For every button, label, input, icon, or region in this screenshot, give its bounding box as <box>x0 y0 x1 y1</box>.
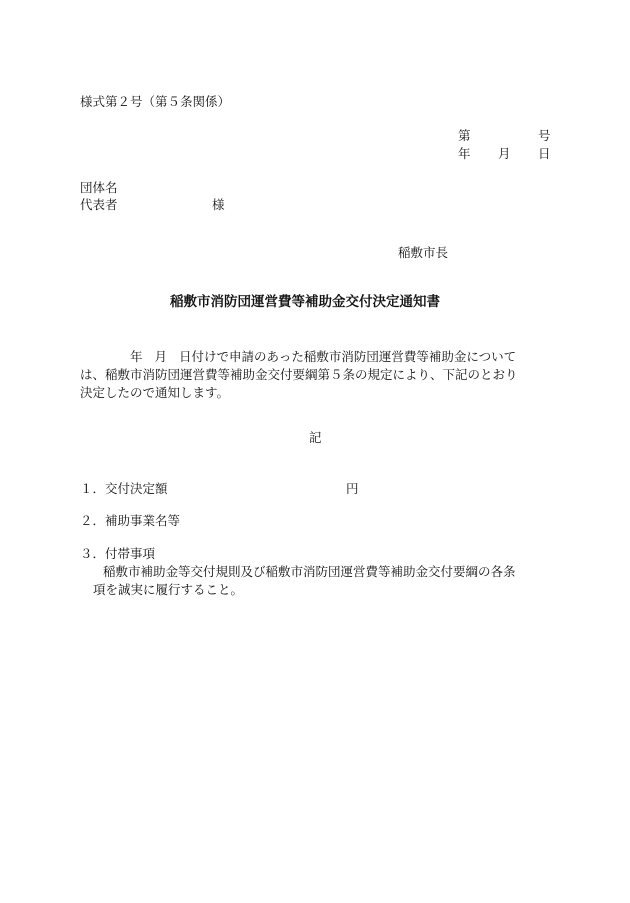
item-grant-amount-unit: 円 <box>346 481 359 496</box>
recipient-org-label: 団体名 <box>80 180 118 195</box>
body-line-2: は、稲敷市消防団運営費等補助金交付要綱第５条の規定により、下記のとおり <box>80 367 518 382</box>
body-date-year: 年 <box>130 349 143 364</box>
body-paragraph <box>80 348 550 402</box>
date-month: 月 <box>498 146 511 161</box>
body-line-1 <box>80 348 550 366</box>
item-conditions-label: ３．付帯事項 <box>80 546 156 561</box>
body-line-1-rest: 日付けで申請のあった稲敷市消防団運営費等補助金につい <box>179 349 504 364</box>
conditions-line-1: 稲敷市補助金等交付規則及び稲敷市消防団運営費等補助金交付要綱の各条 <box>103 564 516 579</box>
body-line-1-end: て <box>503 349 517 364</box>
ki-heading: 記 <box>309 430 322 445</box>
date-year: 年 <box>458 146 471 161</box>
item-project-name-label: ２．補助事業名等 <box>80 513 181 528</box>
issuer: 稲敷市長 <box>398 245 449 260</box>
doc-number-dai: 第 <box>458 128 471 143</box>
body-line-3: 決定したので通知します。 <box>80 385 230 400</box>
doc-number-go: 号 <box>538 128 551 143</box>
recipient-rep-label: 代表者 <box>80 197 118 212</box>
conditions-line-2: 項を誠実に履行すること。 <box>93 582 244 597</box>
form-number: 様式第２号（第５条関係） <box>80 94 231 109</box>
body-date-month: 月 <box>154 349 168 364</box>
item-grant-amount-label: １．交付決定額 <box>80 481 168 496</box>
recipient-honorific: 様 <box>212 197 225 212</box>
date-day: 日 <box>538 146 551 161</box>
document-title: 稲敷市消防団運営費等補助金交付決定通知書 <box>170 294 440 310</box>
